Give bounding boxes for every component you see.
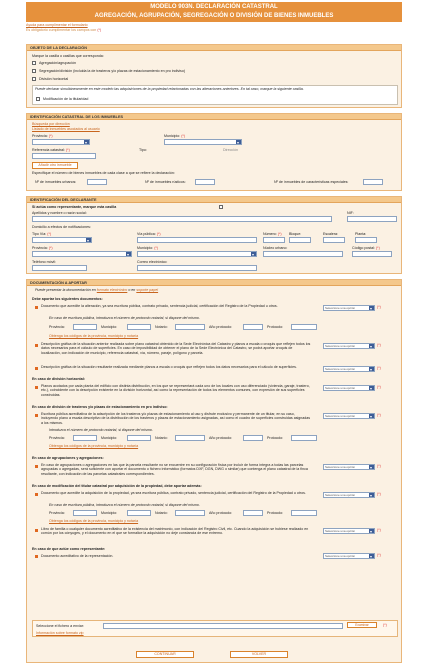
- section-declarante: [26, 196, 402, 274]
- correo-input[interactable]: [137, 265, 257, 271]
- doc9-select-value: Seleccione una opción: [325, 554, 356, 558]
- apellidos-label: Apellidos y nombre o razón social:: [32, 211, 87, 215]
- formato-zip-link[interactable]: Información sobre formato zip: [36, 631, 84, 635]
- numero-label: Número:: [263, 232, 277, 236]
- req-mark: (*): [377, 343, 381, 347]
- option-segregacion-label: Segregación/división (incluida la de trasteros y/o plazas de estacionamiento en pro indiviso): [39, 69, 186, 73]
- doc1-escritura-text: En caso de escritura pública, introduzca el número de protocolo notarial, si dispone del mismo.: [49, 316, 200, 320]
- doc6-bullet: [35, 465, 38, 468]
- doc5-notario-label: Notario:: [155, 436, 168, 440]
- chevron-down-icon: [369, 386, 374, 390]
- doc8-select-value: Seleccione una opción: [325, 529, 356, 533]
- doc4-select-value: Seleccione una opción: [325, 386, 356, 390]
- doc7-bullet: [35, 493, 38, 496]
- n-urbanos-label: Nº de inmuebles urbanos:: [35, 180, 77, 184]
- doc6-select[interactable]: [323, 464, 375, 470]
- doc1-provincia-label: Provincia:: [49, 325, 65, 329]
- inm-provincia-select[interactable]: [32, 139, 90, 145]
- chevron-down-icon: [369, 414, 374, 418]
- objeto-note: Puede declarar simultáneamente en este modelo las adquisiciones de la propiedad relacionadas con las alteraciones anteriores. En tal caso, marque la siguiente casilla.: [35, 87, 304, 91]
- doc2-select-value: Seleccione una opción: [325, 344, 356, 348]
- doc4-select[interactable]: [323, 385, 375, 391]
- refcat-label: Referencia catastral:: [32, 148, 65, 152]
- objeto-note-box: [32, 85, 398, 105]
- doc6-text: En caso de agrupaciones o agregaciones en las que la parcela resultante no se encuentre en su configuración física por incluir de forma íntegra a todas las parcelas agrupadas o agregadas, será suficiente con aportar el documento o fichero informático (formatos DXF, DGN, DWG o similar) que contenga el plano catastral de la finca resultante, con indicación de las parcelas catastrales correspondientes.: [41, 463, 308, 476]
- doc7-obtenga-link[interactable]: Obtenga los códigos de la provincia, municipio y notaría: [49, 519, 139, 523]
- tipovia-select[interactable]: [32, 237, 92, 243]
- divhoriz-heading: En caso de división horizontal:: [32, 377, 85, 381]
- doc7-escritura-text: En caso de escritura pública, introduzca el número de protocolo notarial, si dispone del mismo.: [49, 503, 200, 507]
- cp-label: Código postal:: [352, 246, 375, 250]
- doc5-municipio-label: Municipio:: [101, 436, 118, 440]
- doc1-notario-label: Notario:: [155, 325, 168, 329]
- examinar-button[interactable]: Examinar: [347, 622, 377, 628]
- doc8-text: Libro de familia o cualquier documento acreditativo de la existencia del matrimonio, con indicación del Registro Civil, etc. Cuando la adquisición se hubiese realizado en común por los cónyuges, y el documento en el que se formalice la adquisición no deje constancia de ese extremo.: [41, 527, 309, 536]
- req-mark: (*): [383, 623, 387, 627]
- option-division-label: División horizontal: [39, 77, 69, 81]
- n-rusticos-label: Nº de inmuebles rústicos:: [145, 180, 186, 184]
- correo-label: Correo electrónico:: [137, 260, 168, 264]
- form-title: MODELO 903N. DECLARACIÓN CATASTRAL: [150, 4, 278, 10]
- chevron-down-icon: [126, 252, 131, 256]
- intro-text-b: o en: [128, 288, 136, 292]
- tipovia-label: Tipo Vía:: [32, 232, 47, 236]
- req-mark: (*): [156, 232, 161, 236]
- doc5-protocolo-input[interactable]: [291, 435, 317, 441]
- option-agregacion-label: Agregación/agrupación: [39, 61, 76, 65]
- doc7-notario-label: Notario:: [155, 511, 168, 515]
- intro-text: Puede presentar la documentación en: [35, 288, 96, 292]
- escalera-label: Escalera:: [323, 232, 338, 236]
- formato-electronico-link[interactable]: formato electrónico: [96, 288, 128, 292]
- section-documentacion-title: DOCUMENTACIÓN A APORTAR: [27, 280, 401, 286]
- doc2-select[interactable]: [323, 343, 375, 349]
- doc1-text: Documento que acredite la alteración, ya sea escritura pública, contrato privado, sentencia judicial, certificación del Registro de la Propiedad u otros.: [41, 304, 278, 308]
- doc7-provincia-label: Provincia:: [49, 511, 65, 515]
- option-agregacion-checkbox[interactable]: [32, 61, 36, 65]
- chevron-down-icon: [369, 306, 374, 310]
- doc7-select[interactable]: [323, 492, 375, 498]
- apellidos-input[interactable]: [32, 216, 332, 222]
- chevron-down-icon: [236, 140, 241, 144]
- doc7-select-value: Seleccione una opción: [325, 493, 356, 497]
- planta-label: Planta:: [355, 232, 367, 236]
- req-mark: (*): [48, 134, 53, 138]
- tipo-label: Tipo:: [139, 148, 147, 152]
- dec-municipio-select[interactable]: [137, 251, 257, 257]
- doc7-protocolo-label: Protocolo:: [267, 511, 284, 515]
- n-bice-input[interactable]: [363, 179, 383, 185]
- doc3-text: Descripción gráfica de la situación resultante realizada mediante planos a escala o croquis que reflejen todos los datos necesarios para el cálculo de superficies.: [41, 365, 297, 369]
- form-header: [26, 2, 402, 22]
- option-division-checkbox[interactable]: [32, 77, 36, 81]
- help-link[interactable]: Ayuda para cumplimentar el formulario: [26, 23, 88, 27]
- doc3-select-value: Seleccione una opción: [325, 367, 356, 371]
- chevron-down-icon: [84, 140, 89, 144]
- doc7-protocolo-input[interactable]: [291, 510, 317, 516]
- chevron-down-icon: [369, 367, 374, 371]
- doc8-bullet: [35, 529, 38, 532]
- doc9-text: Documento acreditativo de la representación.: [41, 554, 114, 558]
- inm-municipio-label: Municipio:: [164, 134, 181, 138]
- doc5-select[interactable]: [323, 413, 375, 419]
- cp-input[interactable]: [352, 251, 392, 257]
- help-block: [26, 23, 101, 32]
- doc1-municipio-label: Municipio:: [101, 325, 118, 329]
- section-documentacion: [26, 279, 402, 663]
- soporte-papel-link[interactable]: soporte papel: [136, 288, 159, 292]
- doc8-select[interactable]: [323, 528, 375, 534]
- inm-provincia-label: Provincia:: [32, 134, 48, 138]
- req-mark: (*): [377, 385, 381, 389]
- req-mark: (*): [377, 492, 381, 496]
- doc1-obtenga-link[interactable]: Obtenga los códigos de la provincia, municipio y notaría: [49, 334, 139, 338]
- doc9-select[interactable]: [323, 553, 375, 559]
- doc7-anio-label: Año protocolo:: [209, 511, 233, 515]
- doc5-select-value: Seleccione una opción: [325, 414, 356, 418]
- form-subtitle: AGREGACIÓN, AGRUPACIÓN, SEGREGACIÓN O DIVISIÓN DE BIENES INMUEBLES: [94, 13, 334, 19]
- section-inmuebles: [26, 113, 402, 191]
- req-mark: (*): [375, 246, 380, 250]
- doc5-notario-input[interactable]: [175, 435, 205, 441]
- doc1-anio-input[interactable]: [243, 324, 263, 330]
- debe-aportar-heading: Debe aportar los siguientes documentos:: [32, 297, 103, 301]
- doc1-protocolo-input[interactable]: [291, 324, 317, 330]
- via-label: Vía pública:: [137, 232, 156, 236]
- section-objeto: [26, 44, 402, 108]
- doc1-protocolo-label: Protocolo:: [267, 325, 284, 329]
- agrup-heading: En caso de agrupaciones y agregaciones:: [32, 456, 104, 460]
- section-declarante-title: IDENTIFICACIÓN DEL DECLARANTE: [27, 197, 401, 203]
- fichero-box: [32, 620, 398, 637]
- doc1-select-value: Seleccione una opción: [325, 306, 356, 310]
- inm-municipio-select[interactable]: [164, 139, 242, 145]
- req-mark: (*): [48, 246, 53, 250]
- doc1-select[interactable]: [323, 305, 375, 311]
- doc2-bullet: [35, 344, 38, 347]
- doc5-protocolo-label: Protocolo:: [267, 436, 284, 440]
- doc5-text: Escritura pública acreditativa de la adscripción de los trasteros y/o plazas de estacionamiento al uso y disfrute exclusivo y permanente de un titular, en su caso, incluyendo plano a escala descriptivo de la distribución de los trasteros y plazas de estacionamiento asignadas, así como el cuadro de superficies construidas asignadas a los mismos.: [41, 412, 311, 425]
- listado-inmuebles-link[interactable]: Listado de inmuebles asociados al usuario: [32, 127, 100, 131]
- especifique-text: Especifique el número de bienes inmuebles de cada clase a que se refiere la declaración:: [32, 171, 175, 175]
- option-segregacion-checkbox[interactable]: [32, 69, 36, 73]
- req-mark: (*): [377, 305, 381, 309]
- telefono-input[interactable]: [32, 265, 87, 271]
- doc3-select[interactable]: [323, 366, 375, 372]
- nucleo-input[interactable]: [263, 251, 343, 257]
- nif-label: NIF:: [347, 211, 354, 215]
- fichero-input[interactable]: [103, 623, 343, 629]
- doc7-municipio-input[interactable]: [127, 510, 151, 516]
- req-mark: (*): [377, 366, 381, 370]
- doc1-bullet: [35, 306, 38, 309]
- req-mark: (*): [377, 413, 381, 417]
- nif-input[interactable]: [347, 216, 397, 222]
- numero-input[interactable]: [263, 237, 285, 243]
- escalera-input[interactable]: [323, 237, 345, 243]
- req-mark: (*): [65, 148, 70, 152]
- bloque-input[interactable]: [289, 237, 311, 243]
- req-mark: (*): [154, 246, 158, 250]
- fichero-label: Seleccione el fichero a enviar:: [36, 624, 84, 628]
- chevron-down-icon: [86, 238, 91, 242]
- doc3-bullet: [35, 367, 38, 370]
- required-mark: (*): [97, 27, 102, 32]
- domicilio-label: Domicilio a efectos de notificaciones:: [32, 225, 91, 229]
- chevron-down-icon: [369, 529, 374, 533]
- chevron-down-icon: [369, 554, 374, 558]
- dec-municipio-label: Municipio:: [137, 246, 154, 250]
- modificacion-checkbox[interactable]: [36, 97, 40, 101]
- doc7-notario-input[interactable]: [175, 510, 205, 516]
- chevron-down-icon: [369, 465, 374, 469]
- dec-provincia-select[interactable]: [32, 251, 132, 257]
- doc5-provincia-label: Provincia:: [49, 436, 65, 440]
- req-mark: (*): [377, 528, 381, 532]
- volver-button[interactable]: VOLVER: [230, 651, 288, 658]
- doc6-select-value: Seleccione una opción: [325, 465, 356, 469]
- doc4-bullet: [35, 386, 38, 389]
- doc5-municipio-input[interactable]: [127, 435, 151, 441]
- direccion-label: Dirección: [223, 148, 238, 152]
- telefono-label: Teléfono móvil:: [32, 260, 56, 264]
- chevron-down-icon: [369, 493, 374, 497]
- doc4-text: Planos acotados por cada planta del edificio con distinta distribución, en los que se representará cada uno de los locales con uso diferenciado (vivienda, garaje, trastero, etc.), coincidente con la descripción existente en la división horizontal, así como la representación de todos los elementos comunes, con expresión de sus superficies construidas.: [41, 384, 310, 397]
- continuar-button[interactable]: CONTINUAR: [136, 651, 194, 658]
- n-urbanos-input[interactable]: [87, 179, 107, 185]
- section-objeto-title: OBJETO DE LA DECLARACIÓN: [27, 45, 401, 51]
- doc1-anio-label: Año protocolo:: [209, 325, 233, 329]
- objeto-hint: Marque la casilla o casillas que corresponda:: [32, 54, 104, 58]
- doc1-provincia-input[interactable]: [73, 324, 97, 330]
- planta-input[interactable]: [355, 237, 377, 243]
- req-mark: (*): [277, 232, 282, 236]
- chevron-down-icon: [369, 344, 374, 348]
- req-mark: (*): [47, 232, 52, 236]
- req-mark: (*): [377, 553, 381, 557]
- doc5-anio-label: Año protocolo:: [209, 436, 233, 440]
- buscar-direccion-link[interactable]: Búsqueda por dirección: [32, 122, 70, 126]
- chevron-down-icon: [251, 252, 256, 256]
- doc5-obtenga-link[interactable]: Obtenga los códigos de la provincia, municipio y notaría: [49, 444, 139, 448]
- n-bice-label: Nº de inmuebles de características especiales:: [274, 180, 349, 184]
- anadir-inmueble-button[interactable]: Añadir otro inmueble: [32, 162, 78, 169]
- doc7-anio-input[interactable]: [243, 510, 263, 516]
- doc2-text: Descripción gráfica de la situación anterior realizada sobre plano catastral obtenido de la Sede Electrónica del Catastro y planos a escala o croquis que reflejen todos los datos necesarios para el cálculo de superficies. En caso de imposibilidad de obtener el plano de la Sede Electrónica del Catastro, se podrá aportar croquis de localización, con indicación de municipio, referencia catastral, vía, número, paraje, polígono y parcela.: [41, 342, 311, 355]
- n-rusticos-input[interactable]: [195, 179, 215, 185]
- doc5-provincia-input[interactable]: [73, 435, 97, 441]
- refcat-input[interactable]: [32, 153, 96, 159]
- req-mark: (*): [181, 134, 185, 138]
- doc5-bullet: [35, 414, 38, 417]
- representante-label: Si actúa como representante, marque esta casilla: [32, 205, 117, 209]
- section-inmuebles-title: IDENTIFICACIÓN CATASTRAL DE LOS INMUEBLES: [27, 114, 401, 120]
- doc1-municipio-input[interactable]: [127, 324, 151, 330]
- dec-provincia-label: Provincia:: [32, 246, 48, 250]
- nucleo-label: Núcleo urbano:: [263, 246, 288, 250]
- doc9-bullet: [35, 555, 38, 558]
- required-note: Es obligatorio cumplimentar los campos con: [26, 27, 97, 32]
- modificacion-label: Modificación de la titularidad: [43, 97, 89, 101]
- divtrast-heading: En caso de división de trasteros y/o plazas de estacionamiento en pro indiviso:: [32, 405, 168, 409]
- doc7-text: Documento que acredite la adquisición de la propiedad, ya sea escritura pública, contrato privado, sentencia judicial, certificación del Registro de la Propiedad u otros.: [41, 491, 306, 495]
- modtit-heading: En caso de modificación del titular catastral por adquisición de la propiedad, debe aportar además:: [32, 484, 202, 488]
- doc5-anio-input[interactable]: [243, 435, 263, 441]
- actuar-heading: En caso de que actúe como representante:: [32, 547, 106, 551]
- doc1-notario-input[interactable]: [175, 324, 205, 330]
- req-mark: (*): [377, 464, 381, 468]
- doc5-escritura-text: Introduzca el número de protocolo notarial, si dispone del mismo.: [49, 428, 153, 432]
- doc7-provincia-input[interactable]: [73, 510, 97, 516]
- via-input[interactable]: [137, 237, 257, 243]
- doc7-municipio-label: Municipio:: [101, 511, 118, 515]
- representante-checkbox[interactable]: [219, 205, 223, 209]
- bloque-label: Bloque:: [289, 232, 302, 236]
